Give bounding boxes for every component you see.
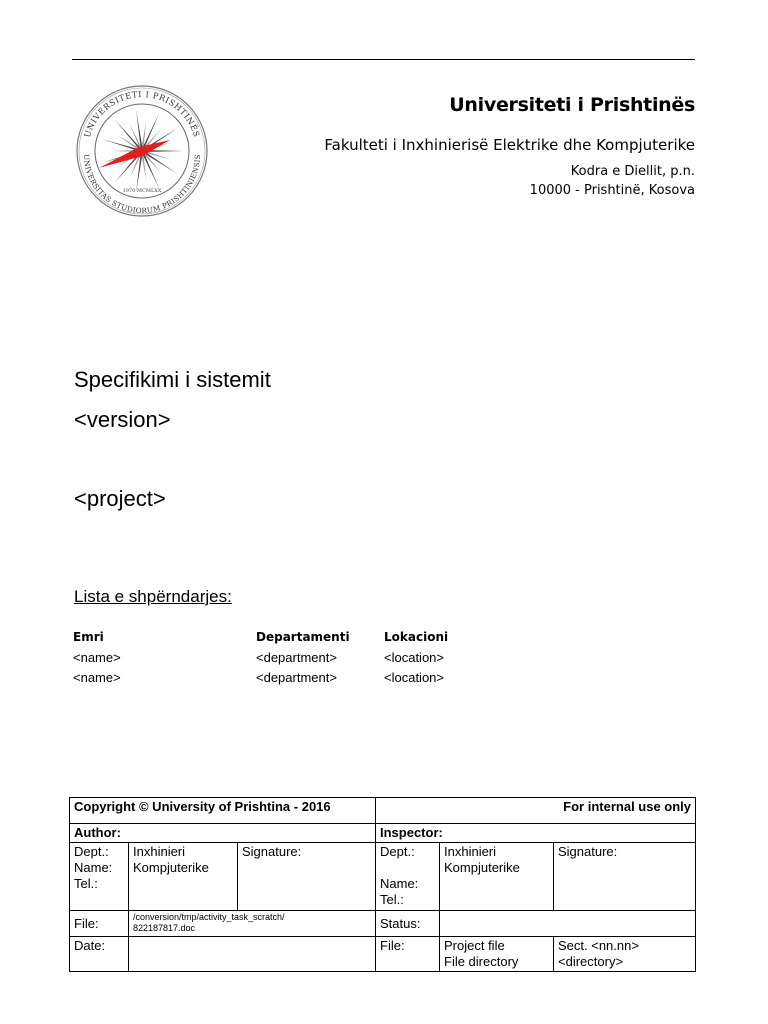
- address-line-2: 10000 - Prishtinë, Kosova: [529, 183, 695, 198]
- address-line-1: Kodra e Diellit, p.n.: [570, 164, 695, 179]
- date-label: Date:: [70, 937, 129, 972]
- inspector-label: Inspector:: [376, 824, 696, 843]
- distribution-location: <location>: [384, 670, 444, 685]
- inspector-field-labels: Dept.: Name: Tel.:: [376, 843, 440, 911]
- faculty-name: Fakulteti i Inxhinierisë Elektrike dhe Kompjuterike: [324, 136, 695, 154]
- column-header-name: Emri: [73, 630, 104, 644]
- svg-text:1970 MCMLXX: 1970 MCMLXX: [122, 188, 162, 194]
- author-field-labels: Dept.: Name: Tel.:: [70, 843, 129, 911]
- file-label-2: File:: [376, 937, 440, 972]
- date-value: [129, 937, 376, 972]
- author-department: Inxhinieri Kompjuterike: [129, 843, 238, 911]
- distribution-name: <name>: [73, 650, 121, 665]
- distribution-name: <name>: [73, 670, 121, 685]
- distribution-list-heading: Lista e shpërndarjes:: [74, 587, 232, 606]
- status-label: Status:: [376, 911, 440, 937]
- document-title: Specifikimi i sistemit: [74, 367, 271, 392]
- project-file-info: Project file File directory: [440, 937, 554, 972]
- column-header-location: Lokacioni: [384, 630, 449, 644]
- file-label: File:: [70, 911, 129, 937]
- university-name: Universiteti i Prishtinës: [449, 94, 695, 116]
- distribution-department: <department>: [256, 650, 337, 665]
- distribution-department: <department>: [256, 670, 337, 685]
- top-rule: [72, 59, 695, 60]
- document-version: <version>: [74, 407, 171, 432]
- copyright-cell: Copyright © University of Prishtina - 2016: [70, 798, 376, 824]
- file-path: /conversion/tmp/activity_task_scratch/ 822187817.doc: [129, 911, 376, 937]
- svg-text:UNIVERSITETI I PRISHTINËS: UNIVERSITETI I PRISHTINËS: [81, 88, 203, 139]
- section-info: Sect. <nn.nn> <directory>: [554, 937, 696, 972]
- distribution-location: <location>: [384, 650, 444, 665]
- document-project: <project>: [74, 486, 166, 511]
- inspector-signature: Signature:: [554, 843, 696, 911]
- internal-use-cell: For internal use only: [376, 798, 696, 824]
- document-info-table: [69, 797, 696, 972]
- inspector-department: Inxhinieri Kompjuterike: [440, 843, 554, 911]
- svg-text:UNIVERSITAS STUDIORUM PRISHTIN: UNIVERSITAS STUDIORUM PRISHTINIENSIS: [81, 153, 203, 216]
- author-signature: Signature:: [238, 843, 376, 911]
- status-value: [440, 911, 696, 937]
- column-header-department: Departamenti: [256, 630, 350, 644]
- university-seal-logo: [70, 85, 215, 218]
- author-label: Author:: [70, 824, 376, 843]
